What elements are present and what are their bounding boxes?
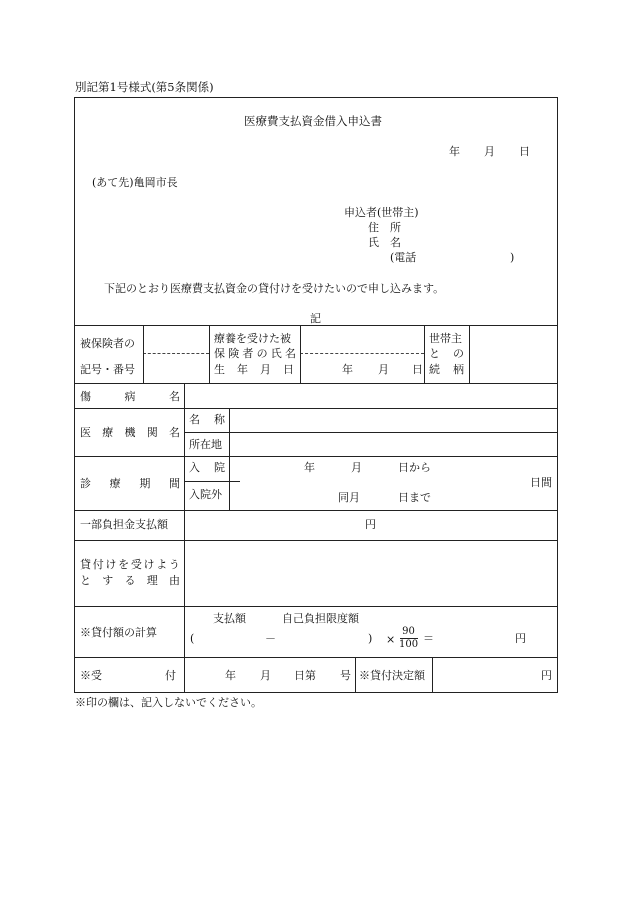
period-year: 年 [304, 461, 315, 474]
form-title: 医療費支払資金借入申込書 [244, 114, 382, 128]
rule-row5-bottom [74, 540, 558, 541]
rule-row3-bottom [74, 456, 558, 457]
footnote: ※印の欄は、記入しないでください。 [75, 696, 262, 709]
rule-period-mid [184, 481, 240, 482]
patient-label-1: 療養を受けた被 [214, 332, 291, 345]
inpatient-label: 入 院 [189, 461, 225, 474]
injury-label: 傷 病 名 [80, 390, 180, 403]
rule-v-label-col [184, 383, 185, 693]
rule-v-decision [432, 657, 433, 693]
rule-row6-bottom [74, 606, 558, 607]
receipt-label: ※受 付 [80, 669, 176, 682]
outpatient-label: 入院外 [189, 488, 222, 501]
phone-close: ) [510, 251, 515, 264]
head-label-1: 世帯主 [429, 332, 462, 345]
rule-v-inst-sub [229, 408, 230, 456]
rule-v-dob [300, 325, 301, 383]
addressee: (あて先)亀岡市長 [92, 176, 178, 189]
period-label: 診 療 期 間 [80, 477, 180, 490]
rule-v-period-sub [229, 456, 230, 510]
dob-month: 月 [378, 363, 389, 376]
receipt-month: 月 [260, 669, 271, 682]
date-day: 日 [519, 145, 530, 158]
ki-mark: 記 [310, 312, 321, 325]
receipt-go: 号 [340, 669, 351, 682]
calc-yen: 円 [515, 632, 526, 645]
address-label: 住 所 [368, 221, 401, 234]
name-label: 氏 名 [368, 236, 401, 249]
inst-addr-label: 所在地 [189, 438, 222, 451]
calc-denominator: 100 [399, 639, 419, 650]
calc-equals: ＝ [423, 632, 434, 645]
head-label-2: と の [429, 347, 464, 360]
applicant-heading: 申込者(世帯主) [344, 206, 419, 219]
calc-minus: － [265, 632, 276, 645]
period-to: 日まで [398, 491, 431, 504]
rule-v-relation [469, 325, 470, 383]
insured-label-1: 被保険者の [80, 337, 135, 350]
calc-limit: 自己負担限度額 [282, 612, 359, 625]
period-days: 日間 [530, 476, 552, 489]
decision-label: ※貸付決定額 [359, 669, 425, 682]
form-number: 別記第1号様式(第5条関係) [75, 80, 214, 94]
period-month: 月 [351, 461, 362, 474]
inst-name-label: 名 称 [189, 413, 225, 426]
dob-year: 年 [342, 363, 353, 376]
period-from: 日から [398, 461, 431, 474]
date-year: 年 [449, 145, 460, 158]
reason-label-1: 貸 付 け を 受 け よ う [80, 558, 180, 571]
rule-v-patient [209, 325, 210, 383]
dash-dob [300, 353, 424, 354]
rule-row1-bottom [74, 383, 558, 384]
calc-open: ( [190, 632, 195, 645]
institution-label: 医 療 機 関 名 [80, 426, 180, 439]
rule-inst-mid [184, 432, 558, 433]
rule-row4-bottom [74, 510, 558, 511]
copay-yen: 円 [365, 518, 376, 531]
reason-label-2: と す る 理 由 [80, 574, 180, 587]
dob-day: 日 [412, 363, 423, 376]
calc-times: × [386, 633, 396, 646]
calc-close: ) [368, 632, 373, 645]
rule-row2-bottom [74, 408, 558, 409]
decision-yen: 円 [541, 669, 552, 682]
rule-row7-bottom [74, 657, 558, 658]
receipt-year: 年 [225, 669, 236, 682]
rule-v-insured [143, 325, 144, 383]
insured-label-2: 記号・番号 [80, 363, 135, 376]
head-label-3: 続 柄 [429, 363, 464, 376]
calc-paid: 支払額 [213, 612, 246, 625]
calc-label: ※貸付額の計算 [80, 626, 157, 639]
receipt-day-no: 日第 [294, 669, 316, 682]
phone-label: (電話 [390, 251, 417, 264]
rule-v-head [424, 325, 425, 383]
patient-label-2: 保 険 者 の 氏 名 [214, 347, 296, 360]
patient-label-3: 生 年 月 日 [214, 363, 294, 376]
rule-v-receipt-mid [355, 657, 356, 693]
statement: 下記のとおり医療費支払資金の貸付けを受けたいので申し込みます。 [104, 282, 445, 295]
copay-label: 一部負担金支払額 [80, 518, 168, 531]
date-month: 月 [484, 145, 495, 158]
period-same-month: 同月 [338, 491, 360, 504]
rule-table-top [74, 325, 558, 326]
calc-fraction [399, 627, 418, 650]
dash-insured [143, 353, 209, 354]
calc-numerator: 90 [402, 626, 415, 637]
